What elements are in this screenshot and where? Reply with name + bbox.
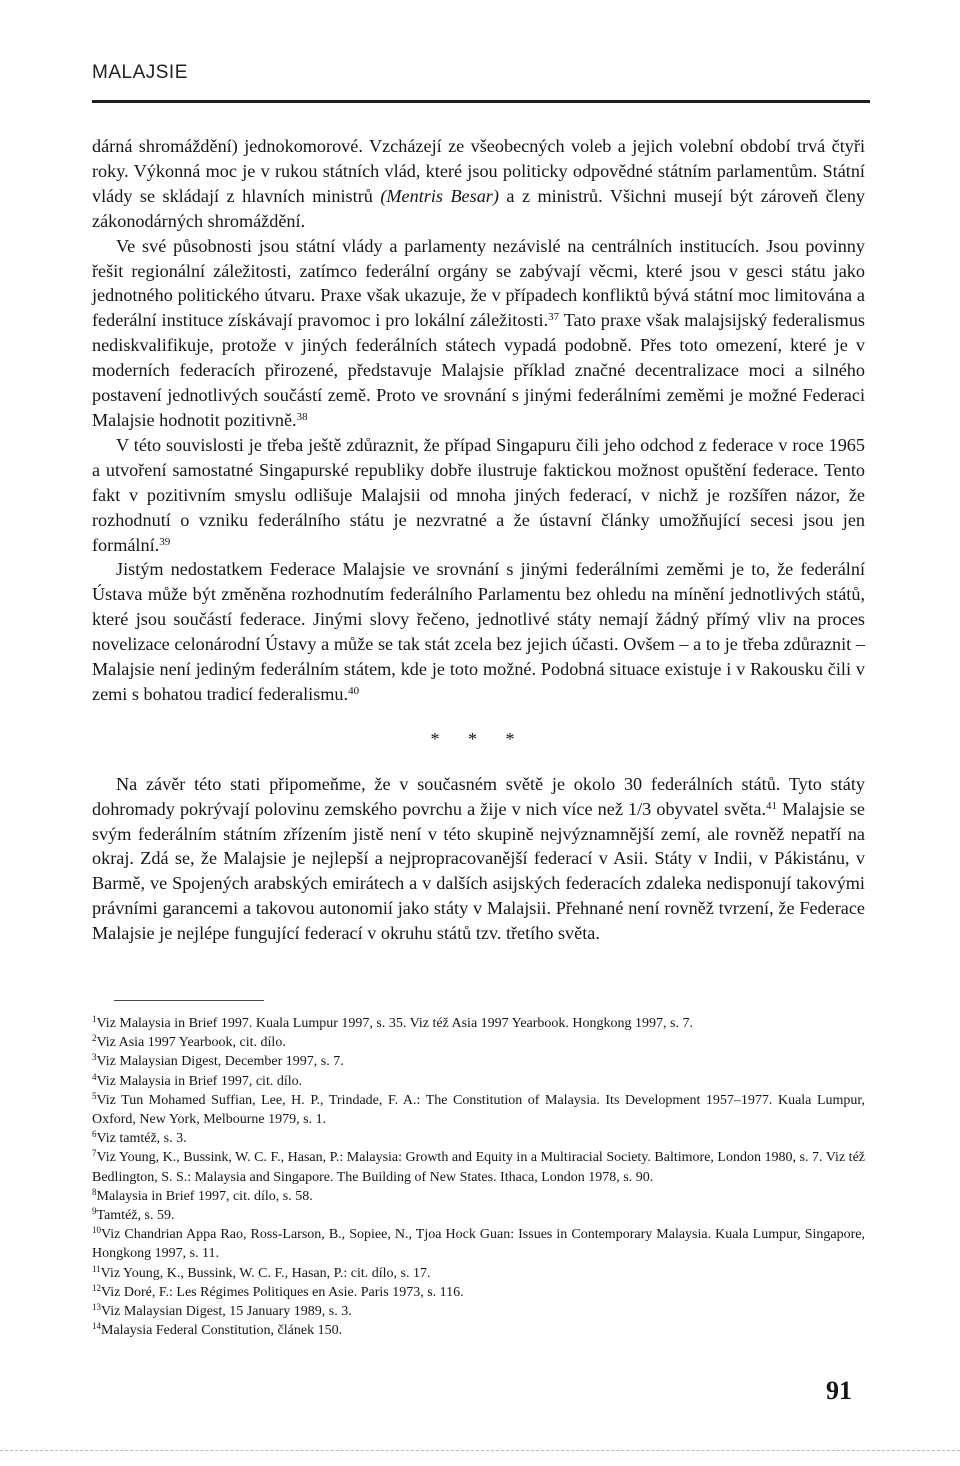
footnote-number: 10 xyxy=(92,1225,101,1236)
text-run: dárná shromáždění) jednokomorové. Vzcházejí ze všeobecných voleb a jejich volební období trvá čtyři roky. Výkonná moc je v rukou státních vlád, které jsou politicky odpovědné státním parlamentům. Státní vlády se skládají z hlavních ministrů xyxy=(92,136,865,206)
section-separator: * * * xyxy=(430,728,527,749)
paragraph-list xyxy=(92,134,865,707)
footnote-number: 11 xyxy=(92,1263,101,1274)
text-run: Ve své působnosti jsou státní vlády a parlamenty nezávislé na centrálních institucích. Jsou povinny řešit regionální záležitosti, zatímco federální orgány se zabývají věcmi, které jsou v gesci státu jako jednotného politického útvaru. Praxe však ukazuje, že v případech konfliktů bývá státní moc limitována a federální instituce získávají pravomoc i pro lokální záležitosti. xyxy=(92,235,865,331)
running-head: MALAJSIE xyxy=(92,62,188,83)
page-bottom-edge xyxy=(0,1450,960,1451)
footnote-text: Malaysia Federal Constitution, článek 150. xyxy=(101,1323,343,1339)
text-run: Malajsie se svým federálním státním zřízením jistě není v této skupině nejvýznamnější zemí, ale rovněž nepatří na okraj. Zdá se, že Malajsie je nejlepší a nejpropracovanější federací v Asii. Státy v Indii, v Pákistánu, v Barmě, ve Spojených arabských emirátech a v dalších asijských federacích zdaleka nedisponují takovými právními garancemi a takovou autonomií jako státy v Malajsii. Přehnané není rovněž tvrzení, že Federace Malajsie je nejlépe fungující federací v okruhu států tzv. třetího světa. xyxy=(92,798,865,944)
footnote-text: Tamtéž, s. 59. xyxy=(96,1208,175,1224)
body-paragraph xyxy=(92,234,865,433)
footnote-number: 13 xyxy=(92,1302,101,1313)
text-run: Na závěr této stati připomeňme, že v současném světě je okolo 30 federálních států. Tyto státy dohromady pokrývají polovinu zemského povrchu a žije v nich více než 1/3 obyvatel světa. xyxy=(92,773,865,819)
header-rule xyxy=(92,100,870,103)
footnote-reference: 41 xyxy=(766,799,777,812)
footnote xyxy=(92,1072,865,1091)
footnote-text: Viz Young, K., Bussink, W. C. F., Hasan, P.: Malaysia: Growth and Equity in a Multiracial Society. Baltimore, London 1980, s. 7. Viz též Bedlington, S. S.: Malaysia and Singapore. The Building of New States. Ithaca, London 1978, s. 90. xyxy=(92,1150,865,1185)
footnote-reference: 39 xyxy=(159,535,171,548)
footnote-reference: 40 xyxy=(348,684,360,697)
body-paragraph xyxy=(92,557,865,706)
footnote-number: 7 xyxy=(92,1148,97,1159)
body-paragraph xyxy=(92,433,865,558)
footnote-reference: 38 xyxy=(296,410,308,423)
text-run: a z ministrů. Všichni musejí být zároveň členy zákonodárných shromáždění. xyxy=(92,185,866,231)
footnote xyxy=(92,1148,865,1186)
footnote-number: 1 xyxy=(92,1014,97,1024)
text-run: Jistým nedostatkem Federace Malajsie ve srovnání s jinými federálními zeměmi je to, že federální Ústava může být změněna rozhodnutím federálního Parlamentu bez ohledu na mínění jednotlivých států, které jsou součástí federace. Jinými slovy řečeno, jednotlivé státy nemají žádný přímý vliv na proces novelizace celonárodní Ústavy a může se tak stát zcela bez jejich účasti. Ovšem – a to je třeba zdůraznit – Malajsie není jediným federálním státem, kde je toto možné. Podobná situace existuje i v Rakousku čili v zemi s bohatou tradicí federalismu. xyxy=(92,559,865,704)
footnote-text: Malaysia in Brief 1997, cit. dílo, s. 58. xyxy=(96,1188,313,1204)
footnote xyxy=(92,1283,865,1302)
footnote xyxy=(92,1187,865,1206)
footnote-number: 6 xyxy=(92,1129,97,1140)
closing-paragraph xyxy=(92,772,865,946)
footnote-text: Viz tamtéž, s. 3. xyxy=(96,1131,187,1147)
footnote-number: 4 xyxy=(92,1071,97,1082)
body-paragraph xyxy=(92,134,865,234)
page-number: 91 xyxy=(826,1376,852,1405)
footnote-number: 14 xyxy=(92,1321,101,1332)
footnote-text: Viz Malaysia in Brief 1997. Kuala Lumpur 1997, s. 35. Viz též Asia 1997 Yearbook. Hongkong 1997, s. 7. xyxy=(96,1016,693,1031)
footnote xyxy=(92,1206,865,1225)
text-run: Tato praxe však malajsijský federalismus nediskvalifikuje, protože v jiných federálních státech vypadá podobně. Přes toto omezení, které je v moderních federacích přirozené, představuje Malajsie příklad značné decentralizace moci a silného postavení jednotlivých součástí země. Proto ve srovnání s jinými federálními zeměmi je možné Federaci Malajsie hodnotit pozitivně. xyxy=(92,310,865,430)
italic-text: (Mentris Besar) xyxy=(380,185,499,206)
footnote xyxy=(92,1091,865,1129)
footnote-text: Viz Asia 1997 Yearbook, cit. dílo. xyxy=(96,1035,286,1051)
footnote-number: 12 xyxy=(92,1282,101,1293)
text-run: V této souvislosti je třeba ještě zdůraznit, že případ Singapuru čili jeho odchod z federace v roce 1965 a utvoření samostatné Singapurské republiky dobře ilustruje faktickou možnost opuštění federace. Tento fakt v pozitivním smyslu odlišuje Malajsii od mnoha jiných federací, v nichž je rozšířen názor, že rozhodnutí o vzniku federálního státu je nezvratné a že ústavní články umožňující secesi jsou jen formální. xyxy=(92,434,865,555)
footnote-text: Viz Tun Mohamed Suffian, Lee, H. P., Trindade, F. A.: The Constitution of Malaysia. Its Development 1957–1977. Kuala Lumpur, Oxford, New York, Melbourne 1979, s. 1. xyxy=(92,1092,865,1128)
footnote xyxy=(92,1014,865,1033)
footnote-rule xyxy=(114,1000,264,1001)
footnote-text: Viz Malaysia in Brief 1997, cit. dílo. xyxy=(96,1073,303,1089)
footnote xyxy=(92,1264,865,1283)
footnote-text: Viz Young, K., Bussink, W. C. F., Hasan, P.: cit. dílo, s. 17. xyxy=(100,1265,431,1281)
footnote-list xyxy=(92,1014,865,1340)
footnote-text: Viz Doré, F.: Les Régimes Politiques en Asie. Paris 1973, s. 116. xyxy=(101,1284,464,1300)
body-text xyxy=(92,134,865,946)
footnote-number: 2 xyxy=(92,1033,97,1044)
footnote-number: 8 xyxy=(92,1186,97,1197)
footnote xyxy=(92,1052,865,1071)
footnote-number: 5 xyxy=(92,1090,97,1101)
footnote-text: Viz Malaysian Digest, December 1997, s. 7. xyxy=(96,1054,344,1070)
footnote xyxy=(92,1321,865,1340)
footnote-text: Viz Chandrian Appa Rao, Ross-Larson, B., Sopiee, N., Tjoa Hock Guan: Issues in Contemporary Malaysia. Kuala Lumpur, Singapore, Hongkong 1997, s. 11. xyxy=(92,1227,865,1262)
footnote-number: 3 xyxy=(92,1052,97,1063)
footnote xyxy=(92,1033,865,1052)
footnote xyxy=(92,1129,865,1148)
footnote-number: 9 xyxy=(92,1206,97,1217)
footnote-reference: 37 xyxy=(548,311,560,324)
footnote xyxy=(92,1225,865,1263)
footnote xyxy=(92,1302,865,1321)
footnote-text: Viz Malaysian Digest, 15 January 1989, s. 3. xyxy=(101,1304,352,1320)
